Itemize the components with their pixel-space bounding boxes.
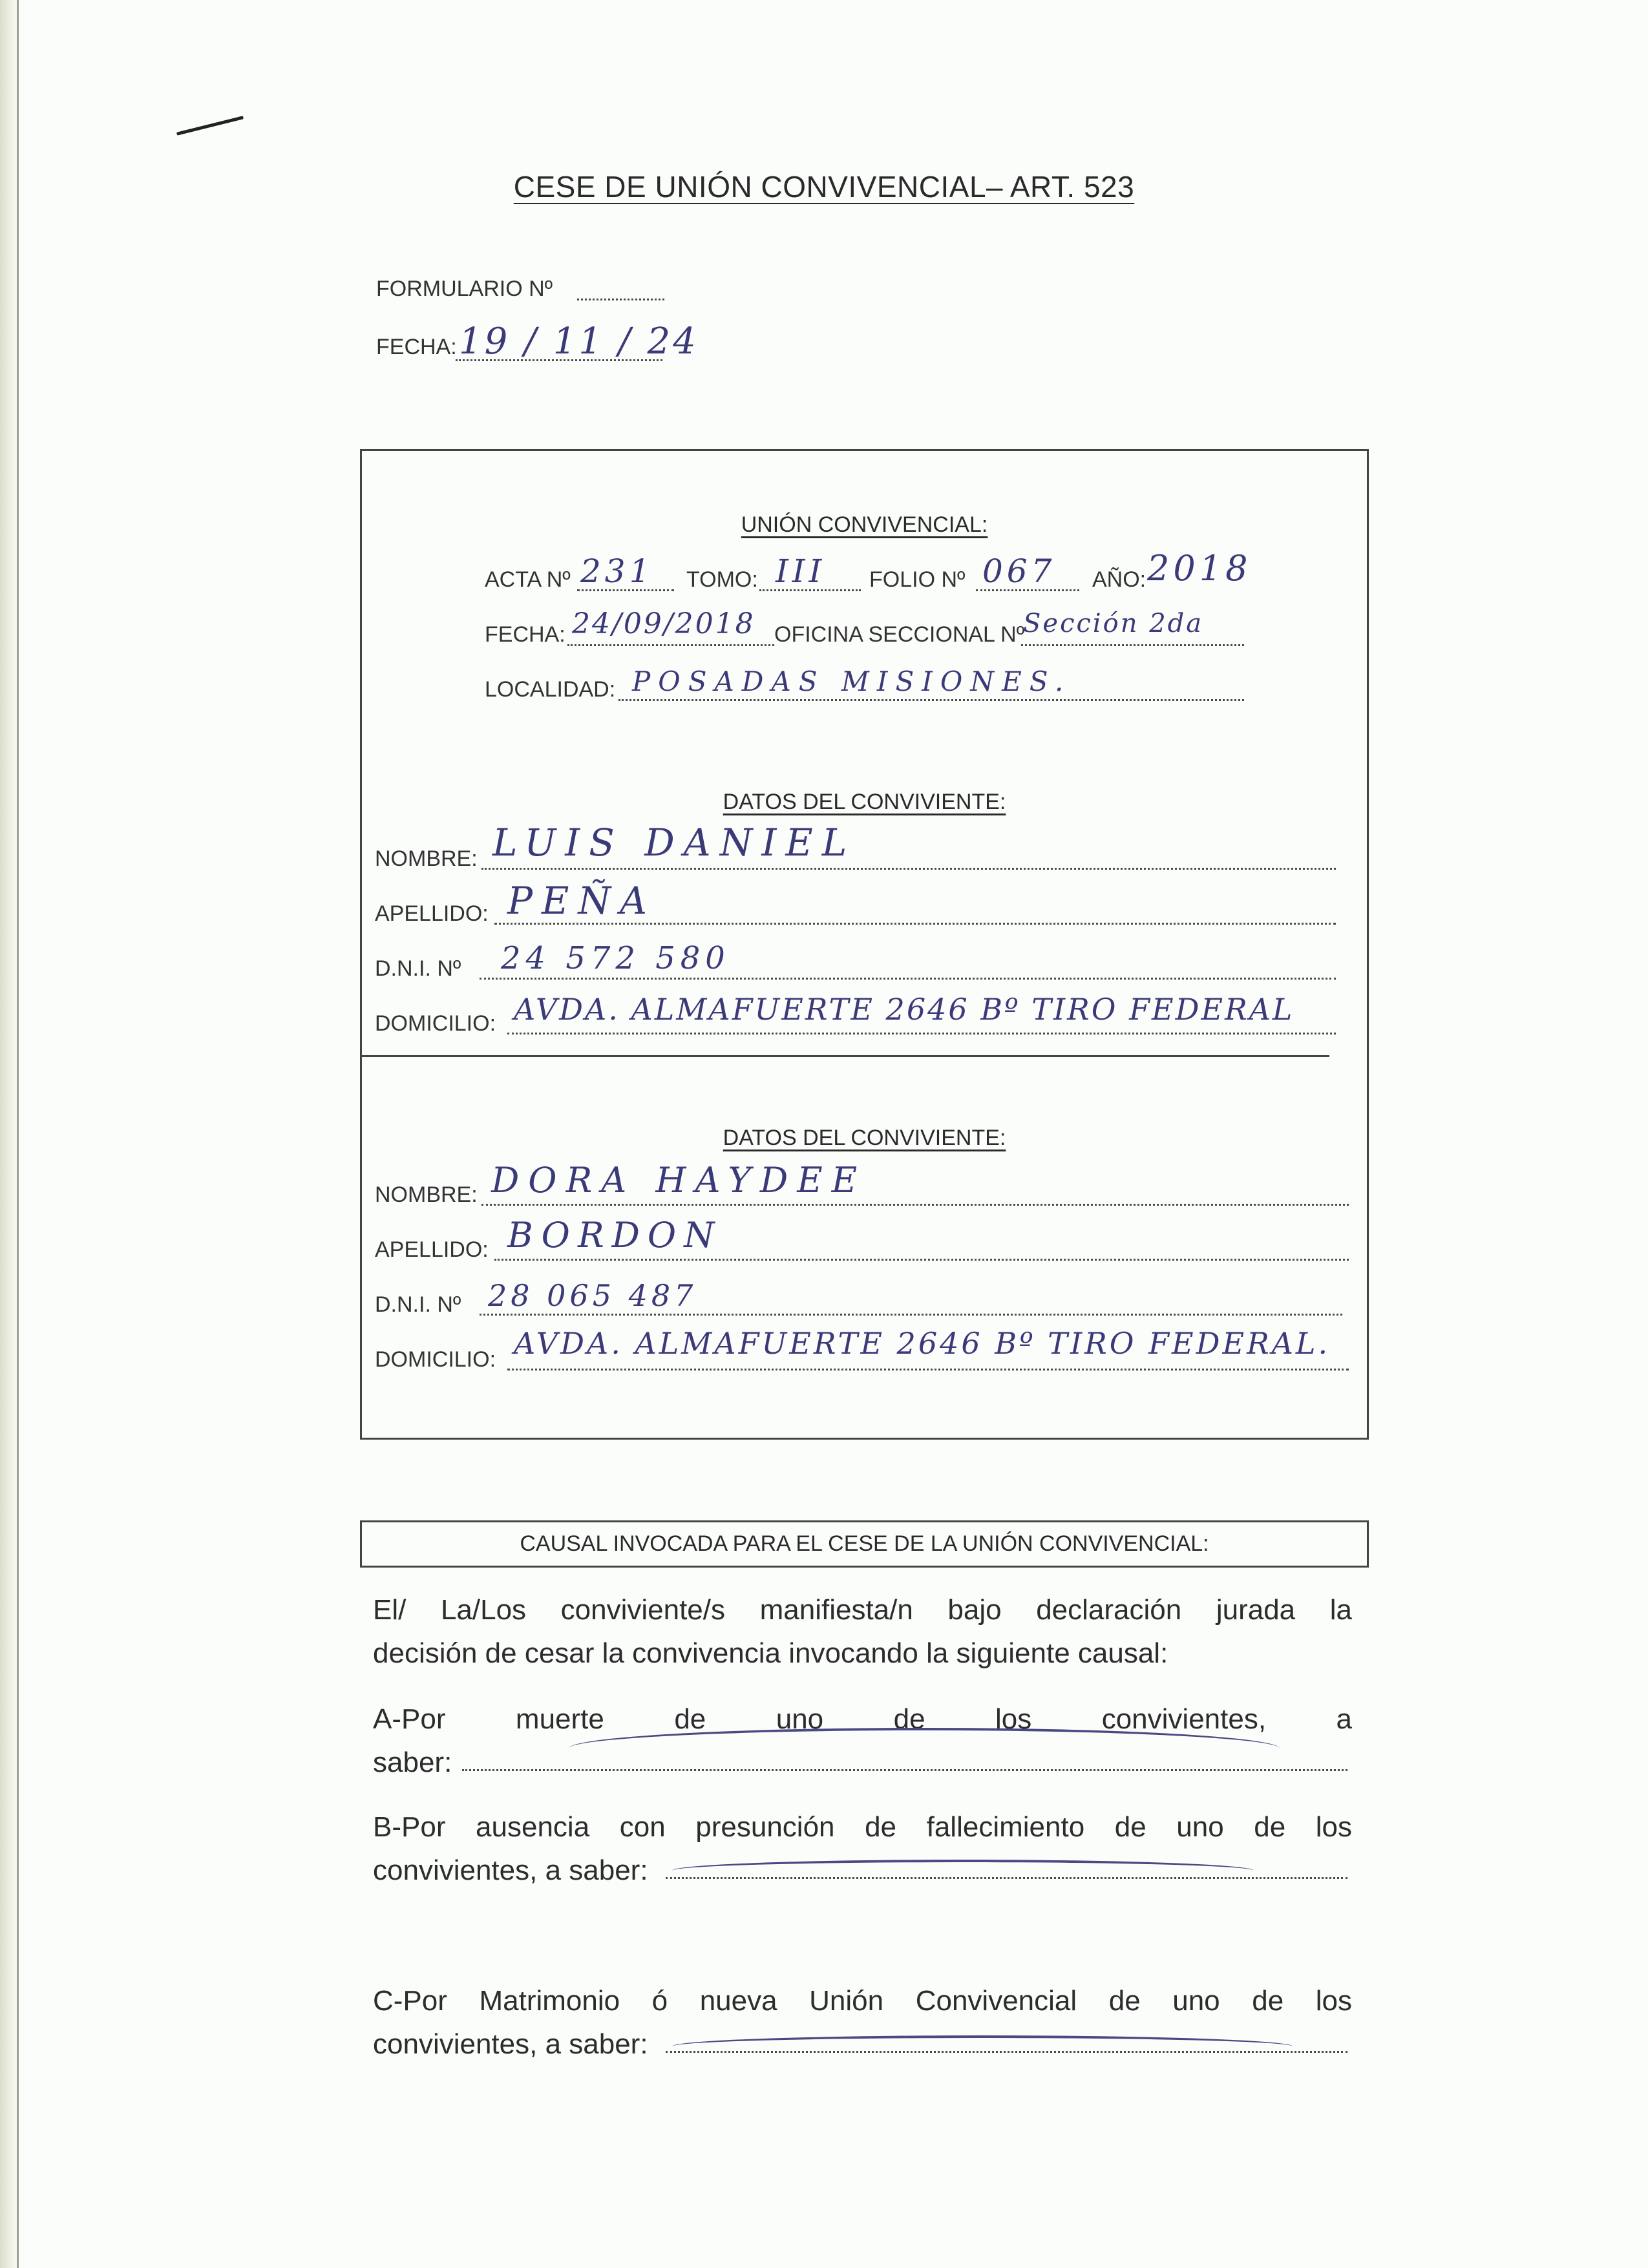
causal-heading: CAUSAL INVOCADA PARA EL CESE DE LA UNIÓN CONVIVENCIAL:: [520, 1531, 1209, 1556]
fecha-handwritten: 19 / 11 / 24: [459, 320, 699, 362]
conviviente-2-apellido-handwritten: BORDON: [507, 1215, 723, 1255]
oficina-line: [1021, 644, 1244, 646]
localidad-line: [618, 699, 1244, 701]
conviviente-1-nombre-line: [481, 868, 1336, 870]
localidad-label: LOCALIDAD:: [485, 677, 616, 702]
conviviente-1-heading: DATOS DEL CONVIVIENTE:: [723, 790, 1006, 814]
localidad-handwritten: POSADAS MISIONES.: [632, 666, 1072, 697]
union-fecha-line: [567, 644, 774, 646]
conviviente-1-dni-line: [480, 978, 1336, 980]
conviviente-2-apellido-line: [494, 1259, 1349, 1261]
causal-intro-line-2: decisión de cesar la convivencia invocando la siguiente causal:: [373, 1637, 1168, 1669]
causal-c-line-1: C-Por Matrimonio ó nueva Unión Convivencial de uno de los: [373, 1985, 1352, 2017]
causal-b-pen-stroke: [672, 1860, 1254, 1882]
folio-handwritten: 067: [982, 552, 1056, 590]
oficina-handwritten: Sección 2da: [1023, 609, 1204, 638]
union-fecha-handwritten: 24/09/2018: [572, 607, 755, 640]
scan-edge: [0, 0, 17, 2268]
conviviente-2-domicilio-label: DOMICILIO:: [375, 1347, 496, 1372]
causal-c-line-2: convivientes, a saber:: [373, 2028, 648, 2060]
conviviente-1-dni-handwritten: 24 572 580: [501, 940, 730, 976]
conviviente-2-dni-label: D.N.I. Nº: [375, 1292, 461, 1317]
acta-label: ACTA Nº: [485, 567, 571, 592]
pen-mark: [176, 116, 244, 135]
conviviente-2-nombre-line: [481, 1204, 1349, 1206]
causal-b-line-1: B-Por ausencia con presunción de fallecimiento de uno de los: [373, 1811, 1352, 1843]
conviviente-1-domicilio-label: DOMICILIO:: [375, 1011, 496, 1036]
formulario-label: FORMULARIO Nº: [376, 277, 553, 301]
conviviente-separator: [360, 1055, 1329, 1057]
anio-label: AÑO:: [1092, 567, 1146, 592]
conviviente-1-apellido-handwritten: PEÑA: [507, 879, 656, 923]
conviviente-1-nombre-handwritten: LUIS DANIEL: [492, 821, 856, 865]
acta-handwritten: 231: [580, 552, 654, 590]
anio-handwritten: 2018: [1147, 548, 1252, 589]
conviviente-1-nombre-label: NOMBRE:: [375, 846, 478, 871]
folio-label: FOLIO Nº: [869, 567, 966, 592]
causal-a-line-1: A-Por muerte de uno de los convivientes, a: [373, 1703, 1352, 1735]
conviviente-2-nombre-label: NOMBRE:: [375, 1182, 478, 1207]
union-heading: UNIÓN CONVIVENCIAL:: [741, 512, 988, 537]
document-title: CESE DE UNIÓN CONVIVENCIAL– ART. 523: [513, 170, 1135, 204]
causal-c-pen-stroke: [672, 2035, 1293, 2057]
conviviente-1-apellido-label: APELLIDO:: [375, 901, 489, 926]
conviviente-2-heading: DATOS DEL CONVIVIENTE:: [723, 1126, 1006, 1150]
conviviente-2-dni-line: [480, 1314, 1342, 1316]
conviviente-1-domicilio-handwritten: AVDA. ALMAFUERTE 2646 Bº TIRO FEDERAL: [514, 992, 1294, 1027]
conviviente-2-dni-handwritten: 28 065 487: [488, 1278, 697, 1313]
formulario-line: [577, 299, 664, 300]
scan-edge-line: [17, 0, 19, 2268]
causal-b-line-2: convivientes, a saber:: [373, 1854, 648, 1886]
fecha-label: FECHA:: [376, 335, 457, 359]
tomo-handwritten: III: [776, 552, 826, 590]
conviviente-2-nombre-handwritten: DORA HAYDEE: [491, 1160, 867, 1201]
tomo-label: TOMO:: [686, 567, 758, 592]
conviviente-1-apellido-line: [494, 923, 1336, 925]
oficina-label: OFICINA SECCIONAL Nº: [774, 622, 1025, 647]
conviviente-2-apellido-label: APELLIDO:: [375, 1237, 489, 1262]
union-fecha-label: FECHA:: [485, 622, 565, 647]
conviviente-2-domicilio-handwritten: AVDA. ALMAFUERTE 2646 Bº TIRO FEDERAL.: [514, 1326, 1331, 1361]
causal-a-pen-stroke: [569, 1728, 1280, 1769]
causal-heading-box: [360, 1520, 1369, 1568]
conviviente-1-domicilio-line: [507, 1033, 1336, 1034]
conviviente-1-dni-label: D.N.I. Nº: [375, 956, 461, 981]
causal-a-line-2: saber:: [373, 1747, 452, 1778]
causal-intro-line-1: El/ La/Los conviviente/s manifiesta/n bajo declaración jurada la: [373, 1594, 1352, 1626]
causal-a-line: [462, 1769, 1347, 1771]
conviviente-2-domicilio-line: [507, 1369, 1349, 1370]
